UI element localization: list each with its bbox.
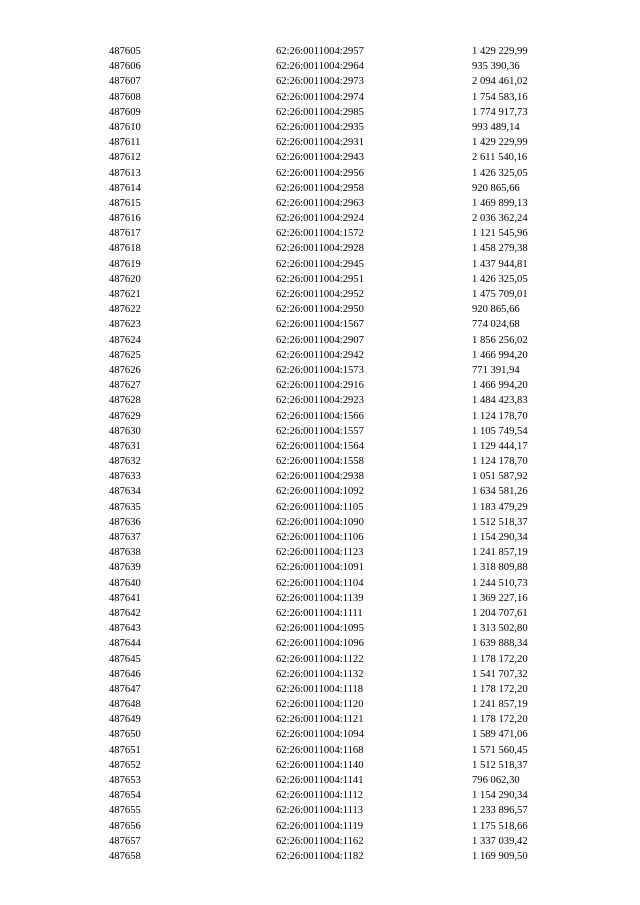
table-row: [0, 788, 640, 803]
cadastral-number: 62:26:0011004:2985: [276, 106, 364, 118]
cadastral-value: 1 233 896,57: [472, 805, 528, 817]
cadastral-value: 1 426 325,05: [472, 167, 528, 179]
cadastral-value: 1 337 039,42: [472, 835, 528, 847]
row-number: 487650: [109, 729, 141, 741]
cadastral-number: 62:26:0011004:2957: [276, 46, 364, 57]
row-number: 487613: [109, 167, 141, 179]
cadastral-value-table: [0, 44, 640, 864]
cadastral-number: 62:26:0011004:1141: [276, 775, 364, 786]
cadastral-number: 62:26:0011004:1162: [276, 835, 364, 847]
table-row: [0, 363, 640, 378]
cadastral-value: 2 094 461,02: [472, 76, 528, 88]
table-row: [0, 135, 640, 150]
cadastral-value: 920 865,66: [472, 304, 520, 316]
cadastral-number: 62:26:0011004:2928: [276, 243, 364, 255]
cadastral-value: 1 589 471,06: [472, 729, 528, 741]
table-row: [0, 606, 640, 621]
cadastral-number: 62:26:0011004:1132: [276, 668, 364, 680]
cadastral-value: 1 318 809,88: [472, 562, 528, 574]
cadastral-value: 774 024,68: [472, 319, 520, 331]
table-row: [0, 226, 640, 241]
row-number: 487622: [109, 304, 141, 316]
cadastral-number: 62:26:0011004:1118: [276, 683, 364, 695]
cadastral-value: 1 183 479,29: [472, 501, 528, 513]
cadastral-number: 62:26:0011004:1168: [276, 744, 364, 756]
cadastral-number: 62:26:0011004:2958: [276, 182, 364, 194]
cadastral-value: 1 754 583,16: [472, 91, 528, 103]
table-row: [0, 758, 640, 773]
cadastral-value: 1 437 944,81: [472, 258, 528, 270]
row-number: 487623: [109, 319, 141, 331]
cadastral-value: 1 124 178,70: [472, 456, 528, 468]
table-row: [0, 621, 640, 636]
row-number: 487608: [109, 91, 141, 103]
row-number: 487643: [109, 623, 141, 635]
cadastral-value: 1 154 290,34: [472, 790, 528, 802]
cadastral-number: 62:26:0011004:1113: [276, 805, 364, 817]
table-row: [0, 120, 640, 135]
row-number: 487627: [109, 380, 141, 392]
row-number: 487637: [109, 532, 141, 543]
cadastral-value: 1 178 172,20: [472, 683, 528, 695]
cadastral-value: 920 865,66: [472, 182, 520, 194]
cadastral-number: 62:26:0011004:1096: [276, 638, 364, 650]
row-number: 487610: [109, 121, 141, 133]
table-row: [0, 469, 640, 484]
cadastral-number: 62:26:0011004:2956: [276, 167, 364, 179]
cadastral-number: 62:26:0011004:1119: [276, 820, 364, 832]
cadastral-number: 62:26:0011004:1094: [276, 729, 364, 741]
table-row: [0, 727, 640, 742]
cadastral-value: 1 426 325,05: [472, 273, 528, 285]
cadastral-value: 1 512 518,37: [472, 516, 528, 528]
row-number: 487624: [109, 334, 141, 346]
table-row: [0, 484, 640, 499]
row-number: 487611: [109, 137, 141, 149]
cadastral-value: 1 469 899,13: [472, 197, 528, 209]
cadastral-value: 1 856 256,02: [472, 334, 528, 346]
row-number: 487620: [109, 273, 141, 285]
row-number: 487614: [109, 182, 141, 194]
row-number: 487641: [109, 592, 141, 604]
cadastral-value: 1 105 749,54: [472, 425, 528, 437]
table-row: [0, 545, 640, 560]
table-row: [0, 287, 640, 302]
cadastral-number: 62:26:0011004:1182: [276, 850, 364, 862]
row-number: 487658: [109, 850, 141, 862]
row-number: 487636: [109, 516, 141, 528]
table-row: [0, 409, 640, 424]
cadastral-value: 1 429 229,99: [472, 137, 528, 149]
table-row: [0, 424, 640, 439]
cadastral-value: 1 178 172,20: [472, 653, 528, 665]
cadastral-number: 62:26:0011004:2938: [276, 471, 364, 483]
table-row: [0, 257, 640, 272]
cadastral-number: 62:26:0011004:2951: [276, 273, 364, 285]
cadastral-number: 62:26:0011004:1104: [276, 577, 364, 589]
cadastral-number: 62:26:0011004:1095: [276, 623, 364, 635]
row-number: 487657: [109, 835, 141, 847]
cadastral-value: 1 121 545,96: [472, 228, 528, 240]
row-number: 487640: [109, 577, 141, 589]
table-row: [0, 773, 640, 788]
cadastral-number: 62:26:0011004:1123: [276, 547, 364, 559]
cadastral-value: 1 154 290,34: [472, 532, 528, 543]
cadastral-value: 1 178 172,20: [472, 714, 528, 726]
table-row: [0, 44, 640, 59]
table-row: [0, 333, 640, 348]
cadastral-number: 62:26:0011004:2931: [276, 137, 364, 149]
cadastral-value: 1 774 917,73: [472, 106, 528, 118]
cadastral-number: 62:26:0011004:2923: [276, 395, 364, 407]
table-row: [0, 454, 640, 469]
table-row: [0, 591, 640, 606]
row-number: 487612: [109, 152, 141, 164]
row-number: 487621: [109, 289, 141, 300]
table-row: [0, 105, 640, 120]
table-row: [0, 697, 640, 712]
row-number: 487646: [109, 668, 141, 680]
row-number: 487632: [109, 456, 141, 468]
cadastral-number: 62:26:0011004:1120: [276, 699, 364, 711]
cadastral-value: 993 489,14: [472, 121, 520, 133]
row-number: 487617: [109, 228, 141, 240]
cadastral-number: 62:26:0011004:2974: [276, 91, 364, 103]
table-row: [0, 211, 640, 226]
cadastral-number: 62:26:0011004:2963: [276, 197, 364, 209]
row-number: 487631: [109, 440, 141, 452]
row-number: 487639: [109, 562, 141, 574]
table-row: [0, 90, 640, 105]
cadastral-number: 62:26:0011004:2942: [276, 349, 364, 361]
cadastral-value: 1 429 229,99: [472, 46, 528, 57]
table-row: [0, 196, 640, 211]
table-row: [0, 74, 640, 89]
row-number: 487654: [109, 790, 141, 802]
table-row: [0, 348, 640, 363]
row-number: 487615: [109, 197, 141, 209]
cadastral-value: 796 062,30: [472, 775, 520, 786]
row-number: 487644: [109, 638, 141, 650]
cadastral-value: 771 391,94: [472, 364, 520, 376]
row-number: 487616: [109, 213, 141, 225]
row-number: 487635: [109, 501, 141, 513]
row-number: 487649: [109, 714, 141, 726]
cadastral-number: 62:26:0011004:2950: [276, 304, 364, 316]
table-row: [0, 712, 640, 727]
row-number: 487642: [109, 607, 141, 619]
cadastral-number: 62:26:0011004:1564: [276, 440, 364, 452]
row-number: 487606: [109, 61, 141, 73]
cadastral-number: 62:26:0011004:1121: [276, 714, 364, 726]
cadastral-value: 1 458 279,38: [472, 243, 528, 255]
table-row: [0, 439, 640, 454]
row-number: 487625: [109, 349, 141, 361]
cadastral-value: 1 512 518,37: [472, 759, 528, 771]
table-row: [0, 636, 640, 651]
table-row: [0, 378, 640, 393]
cadastral-value: 1 313 502,80: [472, 623, 528, 635]
table-row: [0, 166, 640, 181]
cadastral-number: 62:26:0011004:2943: [276, 152, 364, 164]
cadastral-number: 62:26:0011004:2924: [276, 213, 364, 225]
cadastral-value: 1 475 709,01: [472, 289, 528, 300]
cadastral-value: 1 051 587,92: [472, 471, 528, 483]
cadastral-number: 62:26:0011004:1105: [276, 501, 364, 513]
table-row: [0, 150, 640, 165]
cadastral-number: 62:26:0011004:2935: [276, 121, 364, 133]
cadastral-number: 62:26:0011004:1557: [276, 425, 364, 437]
cadastral-number: 62:26:0011004:1090: [276, 516, 364, 528]
row-number: 487655: [109, 805, 141, 817]
row-number: 487630: [109, 425, 141, 437]
cadastral-number: 62:26:0011004:1572: [276, 228, 364, 240]
table-row: [0, 560, 640, 575]
cadastral-value: 1 369 227,16: [472, 592, 528, 604]
row-number: 487652: [109, 759, 141, 771]
cadastral-value: 1 541 707,32: [472, 668, 528, 680]
cadastral-number: 62:26:0011004:1567: [276, 319, 364, 331]
cadastral-value: 1 169 909,50: [472, 850, 528, 862]
table-row: [0, 682, 640, 697]
table-row: [0, 241, 640, 256]
cadastral-value: 1 634 581,26: [472, 486, 528, 498]
row-number: 487647: [109, 683, 141, 695]
cadastral-value: 1 204 707,61: [472, 607, 528, 619]
row-number: 487634: [109, 486, 141, 498]
cadastral-number: 62:26:0011004:1112: [276, 790, 364, 802]
cadastral-number: 62:26:0011004:2964: [276, 61, 364, 73]
table-row: [0, 576, 640, 591]
table-row: [0, 181, 640, 196]
table-row: [0, 393, 640, 408]
table-row: [0, 667, 640, 682]
row-number: 487609: [109, 106, 141, 118]
cadastral-number: 62:26:0011004:2907: [276, 334, 364, 346]
table-row: [0, 803, 640, 818]
cadastral-value: 1 639 888,34: [472, 638, 528, 650]
cadastral-number: 62:26:0011004:1139: [276, 592, 364, 604]
table-row: [0, 834, 640, 849]
cadastral-number: 62:26:0011004:1573: [276, 364, 364, 376]
cadastral-number: 62:26:0011004:1106: [276, 532, 364, 543]
table-row: [0, 743, 640, 758]
row-number: 487633: [109, 471, 141, 483]
table-row: [0, 652, 640, 667]
cadastral-value: 1 484 423,83: [472, 395, 528, 407]
cadastral-value: 1 241 857,19: [472, 699, 528, 711]
row-number: 487618: [109, 243, 141, 255]
cadastral-value: 1 175 518,66: [472, 820, 528, 832]
row-number: 487648: [109, 699, 141, 711]
row-number: 487626: [109, 364, 141, 376]
cadastral-value: 935 390,36: [472, 61, 520, 73]
cadastral-value: 2 611 540,16: [472, 152, 528, 164]
row-number: 487645: [109, 653, 141, 665]
cadastral-value: 1 244 510,73: [472, 577, 528, 589]
table-row: [0, 302, 640, 317]
cadastral-value: 2 036 362,24: [472, 213, 528, 225]
cadastral-number: 62:26:0011004:1140: [276, 759, 364, 771]
row-number: 487656: [109, 820, 141, 832]
row-number: 487651: [109, 744, 141, 756]
table-row: [0, 515, 640, 530]
row-number: 487653: [109, 775, 141, 786]
cadastral-value: 1 466 994,20: [472, 380, 528, 392]
table-row: [0, 500, 640, 515]
cadastral-number: 62:26:0011004:1092: [276, 486, 364, 498]
cadastral-number: 62:26:0011004:2952: [276, 289, 364, 300]
table-row: [0, 272, 640, 287]
row-number: 487607: [109, 76, 141, 88]
row-number: 487628: [109, 395, 141, 407]
row-number: 487629: [109, 410, 141, 422]
row-number: 487619: [109, 258, 141, 270]
cadastral-value: 1 466 994,20: [472, 349, 528, 361]
cadastral-number: 62:26:0011004:2945: [276, 258, 364, 270]
cadastral-value: 1 571 560,45: [472, 744, 528, 756]
table-row: [0, 819, 640, 834]
cadastral-number: 62:26:0011004:1091: [276, 562, 364, 574]
cadastral-number: 62:26:0011004:1122: [276, 653, 364, 665]
table-row: [0, 59, 640, 74]
table-row: [0, 849, 640, 864]
cadastral-number: 62:26:0011004:1558: [276, 456, 364, 468]
row-number: 487638: [109, 547, 141, 559]
cadastral-number: 62:26:0011004:1111: [276, 607, 363, 619]
cadastral-number: 62:26:0011004:2916: [276, 380, 364, 392]
table-row: [0, 530, 640, 545]
cadastral-value: 1 124 178,70: [472, 410, 528, 422]
table-row: [0, 317, 640, 332]
cadastral-value: 1 129 444,17: [472, 440, 528, 452]
row-number: 487605: [109, 46, 141, 57]
cadastral-value: 1 241 857,19: [472, 547, 528, 559]
cadastral-number: 62:26:0011004:2973: [276, 76, 364, 88]
cadastral-number: 62:26:0011004:1566: [276, 410, 364, 422]
